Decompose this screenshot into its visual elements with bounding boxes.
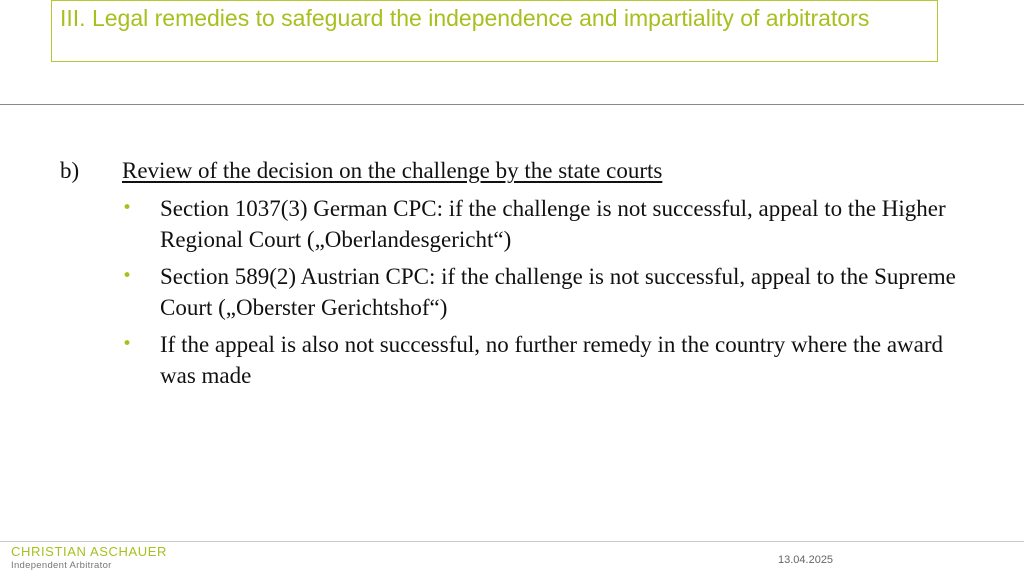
section-heading: Review of the decision on the challenge by the state courts bbox=[122, 158, 663, 183]
bullet-list bbox=[122, 193, 982, 397]
bullet-text: Section 589(2) Austrian CPC: if the challenge is not successful, appeal to the Supreme Court („Oberster Gerichtshof“) bbox=[160, 264, 956, 320]
bullet-text: Section 1037(3) German CPC: if the challenge is not successful, appeal to the Higher Regional Court („Oberlandesgericht“) bbox=[160, 196, 946, 252]
bullet-item bbox=[122, 261, 982, 323]
brand-name: CHRISTIAN ASCHAUER bbox=[11, 544, 167, 559]
header-divider bbox=[0, 104, 1024, 105]
slide-title: III. Legal remedies to safeguard the independence and impartiality of arbitrators bbox=[60, 5, 870, 31]
section-marker: b) bbox=[60, 158, 80, 183]
slide-title-box bbox=[51, 0, 938, 62]
bullet-dot-icon: • bbox=[122, 198, 133, 218]
bullet-item bbox=[122, 193, 982, 255]
brand-subtitle: Independent Arbitrator bbox=[11, 560, 112, 571]
footer-divider bbox=[0, 541, 1024, 542]
slide-date: 13.04.2025 bbox=[778, 554, 834, 566]
bullet-text: If the appeal is also not successful, no further remedy in the country where the award was made bbox=[160, 332, 943, 388]
bullet-dot-icon: • bbox=[122, 266, 133, 286]
bullet-item bbox=[122, 329, 982, 391]
bullet-dot-icon: • bbox=[122, 334, 133, 354]
